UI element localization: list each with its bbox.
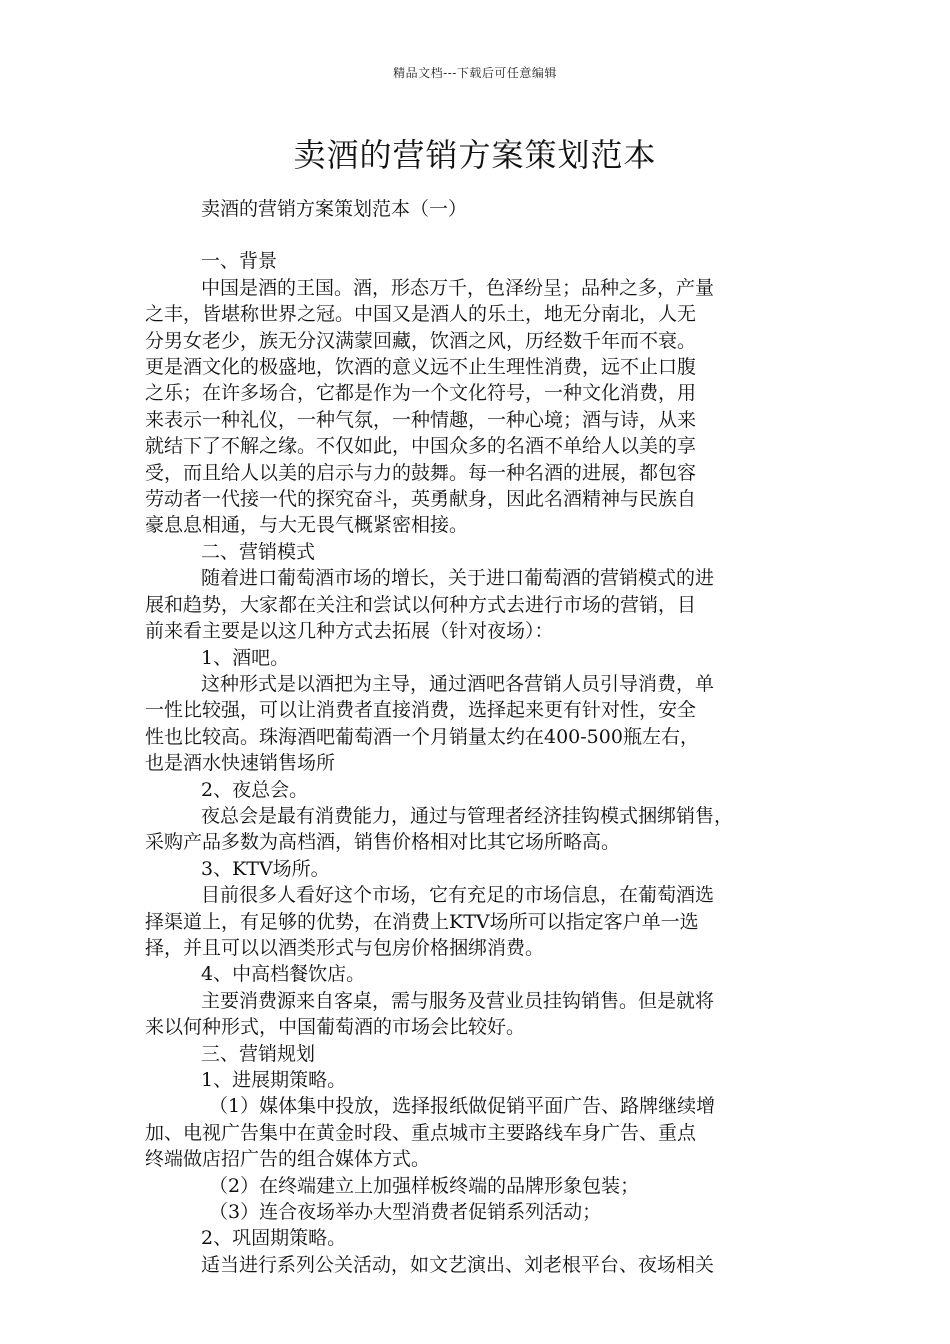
text-line: 2、巩固期策略。 <box>201 1227 347 1250</box>
text-line: 择，并且可以以酒类形式与包房价格捆绑消费。 <box>145 936 545 959</box>
text-line: 就结下了不解之缘。不仅如此，中国众多的名酒不单给人以美的享 <box>145 435 697 458</box>
text-line: 夜总会是最有消费能力，通过与管理者经济挂钩模式捆绑销售， <box>201 804 734 827</box>
text-line: 1、进展期策略。 <box>201 1069 347 1091</box>
text-line: （3）连合夜场举办大型消费者促销系列活动； <box>209 1201 602 1224</box>
text-line: 一性比较强，可以让消费者直接消费，选择起来更有针对性，安全 <box>145 699 697 722</box>
text-line: 也是酒水快速销售场所 <box>145 752 336 775</box>
text-line: 择渠道上，有足够的优势，在消费上KTV场所可以指定客户单一选 <box>145 910 699 933</box>
paragraph-lines <box>145 248 807 1278</box>
document-subtitle: 卖酒的营销方案策划范本（一） <box>201 198 468 220</box>
text-line: 2、夜总会。 <box>201 778 309 801</box>
document-title: 卖酒的营销方案策划范本 <box>293 136 657 174</box>
text-line: 一、背景 <box>201 250 278 273</box>
text-line: 终端做店招广告的组合媒体方式。 <box>145 1148 431 1171</box>
text-line: 受，而且给人以美的启示与力的鼓舞。每一种名酒的进展，都包容 <box>145 461 697 484</box>
text-line: 之乐；在许多场合，它都是作为一个文化符号，一种文化消费，用 <box>145 382 697 405</box>
text-line: （1）媒体集中投放，选择报纸做促销平面广告、路牌继续增 <box>209 1095 716 1118</box>
text-line: 随着进口葡萄酒市场的增长，关于进口葡萄酒的营销模式的进 <box>201 567 715 590</box>
text-line: 这种形式是以酒把为主导，通过酒吧各营销人员引导消费，单 <box>201 672 715 695</box>
text-line: 性也比较高。珠海酒吧葡萄酒一个月销量太约在400-500瓶左右， <box>145 725 699 748</box>
text-line: 加、电视广告集中在黄金时段、重点城市主要路线车身广告、重点 <box>145 1121 697 1144</box>
text-line: 来表示一种礼仪，一种气氛，一种情趣，一种心境；酒与诗，从来 <box>145 408 697 431</box>
text-line: 采购产品多数为高档酒，销售价格相对比其它场所略高。 <box>145 831 621 854</box>
header-note: 精品文档---下载后可任意编辑 <box>393 66 557 80</box>
text-line: 中国是酒的王国。酒，形态万千，色泽纷呈；品种之多，产量 <box>201 276 715 299</box>
text-line: 分男女老少，族无分汉满蒙回藏，饮酒之风，历经数千年而不衰。 <box>145 329 697 352</box>
text-line: 三、营销规划 <box>201 1042 316 1065</box>
text-line: 4、中高档餐饮店。 <box>201 963 366 986</box>
text-line: 劳动者一代接一代的探究奋斗，英勇献身，因此名酒精神与民族自 <box>145 488 697 511</box>
document-body <box>145 196 807 1278</box>
text-line: 目前很多人看好这个市场，它有充足的市场信息，在葡萄酒选 <box>201 884 715 907</box>
text-line: （2）在终端建立上加强样板终端的品牌形象包装； <box>209 1174 640 1197</box>
text-line: 二、营销模式 <box>201 540 316 563</box>
text-line: 更是酒文化的极盛地，饮酒的意义远不止生理性消费，远不止口腹 <box>145 356 697 379</box>
text-line: 之丰，皆堪称世界之冠。中国又是酒人的乐土，地无分南北，人无 <box>145 303 697 326</box>
text-line: 豪息息相通，与大无畏气概紧密相接。 <box>145 514 469 537</box>
text-line: 前来看主要是以这几种方式去拓展（针对夜场）： <box>145 620 554 643</box>
text-line: 来以何种形式，中国葡萄酒的市场会比较好。 <box>145 1016 526 1039</box>
text-line: 1、酒吧。 <box>201 646 290 669</box>
text-line: 适当进行系列公关活动，如文艺演出、刘老根平台、夜场相关 <box>201 1253 715 1276</box>
text-line: 主要消费源来自客桌，需与服务及营业员挂钩销售。但是就将 <box>201 989 715 1012</box>
text-line: 展和趋势，大家都在关注和尝试以何种方式去进行市场的营销，目 <box>145 593 697 616</box>
text-line: 3、KTV场所。 <box>201 857 330 880</box>
